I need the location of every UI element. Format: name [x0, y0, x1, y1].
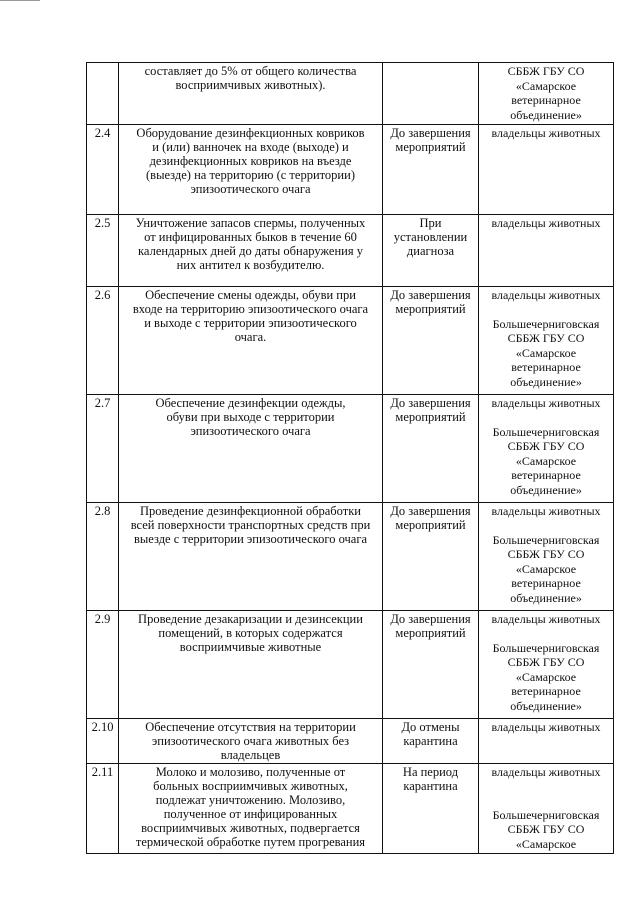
responsible-text-line: владельцы животных	[491, 612, 601, 626]
item-number-cell	[87, 287, 119, 395]
term-cell	[383, 764, 479, 854]
action-cell	[119, 287, 383, 395]
responsible-cell	[479, 764, 614, 854]
item-number-cell	[87, 503, 119, 611]
responsible-text-line: СББЖ ГБУ СО	[507, 547, 585, 561]
term-text-line: При	[419, 216, 442, 230]
term-cell	[383, 719, 479, 764]
responsible-text-line: Большечерниговская	[492, 316, 600, 331]
action-cell	[119, 63, 383, 125]
table-row	[87, 287, 614, 395]
term-cell	[383, 63, 479, 125]
responsible-cell	[479, 611, 614, 719]
item-number-cell	[87, 215, 119, 287]
action-text-line: Проведение дезакаризации и дезинсекции	[138, 612, 363, 626]
responsible-text-line: СББЖ ГБУ СО	[507, 439, 585, 453]
responsible-text-line: «Самарское	[515, 561, 577, 576]
responsible-text-line: СББЖ ГБУ СО	[507, 655, 585, 669]
responsible-text-line: ветеринарное	[511, 684, 581, 698]
action-text-line: (выезде) на территорию (с территории)	[146, 168, 355, 182]
item-number: 2.11	[91, 765, 114, 779]
action-text-line: дезинфекционных ковриков на въезде	[149, 154, 352, 168]
table-row	[87, 503, 614, 611]
action-text-line: Уничтожение запасов спермы, полученных	[135, 216, 366, 230]
responsible-cell	[479, 395, 614, 503]
responsible-text-line	[481, 794, 611, 808]
responsible-cell	[479, 503, 614, 611]
term-cell	[383, 611, 479, 719]
responsible-text-line: ветеринарное	[511, 468, 581, 482]
responsible-text-line	[481, 627, 611, 641]
responsible-text-line: владельцы животных	[491, 765, 601, 779]
responsible-text-line: «Самарское	[515, 78, 577, 93]
responsible-text-line: «Самарское	[515, 836, 577, 851]
action-text-line: выезде с территории эпизоотического очага	[133, 532, 368, 546]
item-number-cell	[87, 125, 119, 215]
responsible-text-line	[481, 780, 611, 794]
responsible-text-line: объединение»	[510, 374, 582, 389]
responsible-text-line: ветеринарное	[511, 360, 581, 374]
responsible-cell	[479, 125, 614, 215]
item-number: 2.6	[94, 288, 111, 302]
table-row	[87, 63, 614, 125]
action-text-line: владельцев	[220, 748, 281, 762]
responsible-text-line: владельцы животных	[491, 126, 601, 140]
item-number-cell	[87, 395, 119, 503]
responsible-cell	[479, 215, 614, 287]
action-text-line: очага.	[234, 330, 267, 344]
term-text-line: мероприятий	[395, 410, 466, 424]
action-text-line: подлежат уничтожению. Молозиво,	[155, 793, 346, 807]
item-number: 2.4	[94, 126, 111, 140]
term-text-line: До завершения	[390, 504, 471, 518]
term-text-line: диагноза	[406, 244, 455, 258]
action-text-line: и выходе с территории эпизоотического	[144, 316, 357, 330]
action-text-line: термической обработке путем прогревания	[135, 835, 366, 849]
action-text-line: Обеспечение смены одежды, обуви при	[145, 288, 356, 302]
action-cell	[119, 125, 383, 215]
term-text-line: мероприятий	[395, 140, 466, 154]
responsible-text-line: владельцы животных	[491, 504, 601, 518]
responsible-text-line: владельцы животных	[491, 216, 601, 230]
action-text-line: Обеспечение дезинфекции одежды,	[155, 396, 346, 410]
responsible-text-line: Большечерниговская	[492, 424, 600, 439]
action-text-line: восприимчивых животных, подвергается	[141, 821, 360, 835]
action-text-line: обуви при выходе с территории	[166, 410, 335, 424]
action-text-line: Проведение дезинфекционной обработки	[140, 504, 361, 518]
responsible-text-line: объединение»	[510, 590, 582, 605]
term-cell	[383, 215, 479, 287]
action-text-line: составляет до 5% от общего количества	[144, 64, 357, 78]
term-cell	[383, 395, 479, 503]
responsible-text-line: объединение»	[510, 107, 582, 122]
responsible-text-line: СББЖ ГБУ СО	[507, 331, 585, 345]
term-text-line: До завершения	[390, 126, 471, 140]
responsible-text-line: СББЖ ГБУ СО	[507, 822, 585, 836]
responsible-cell	[479, 287, 614, 395]
table-row	[87, 764, 614, 854]
responsible-text-line: владельцы животных	[491, 396, 601, 410]
term-text-line: установлении	[393, 230, 468, 244]
action-text-line: и (или) ванночек на входе (выходе) и	[152, 140, 349, 154]
action-text-line: Обеспечение отсутствия на территории	[145, 720, 356, 734]
term-text-line: До завершения	[390, 612, 471, 626]
responsible-text-line: ветеринарное	[511, 93, 581, 107]
action-cell	[119, 395, 383, 503]
action-text-line: всей поверхности транспортных средств при	[130, 518, 371, 532]
item-number: 2.7	[94, 396, 111, 410]
action-text-line: помещений, в которых содержатся	[158, 626, 343, 640]
responsible-text-line: СББЖ ГБУ СО	[507, 64, 585, 78]
responsible-text-line	[481, 519, 611, 533]
scan-edge-mark	[0, 0, 40, 2]
responsible-cell	[479, 719, 614, 764]
responsible-text-line	[481, 303, 611, 317]
action-text-line: Молоко и молозиво, полученные от	[155, 765, 346, 779]
term-cell	[383, 125, 479, 215]
measures-table-body	[87, 63, 614, 854]
term-text-line: На период	[402, 765, 459, 779]
responsible-text-line: Большечерниговская	[492, 532, 600, 547]
action-cell	[119, 503, 383, 611]
table-row	[87, 719, 614, 764]
action-text-line: полученное от инфицированных	[163, 807, 338, 821]
responsible-text-line: владельцы животных	[491, 720, 601, 734]
term-text-line: мероприятий	[395, 518, 466, 532]
action-text-line: эпизоотического очага	[190, 182, 311, 196]
action-cell	[119, 719, 383, 764]
responsible-text-line: Большечерниговская	[492, 640, 600, 655]
action-text-line: Оборудование дезинфекционных ковриков	[136, 126, 365, 140]
item-number-cell	[87, 611, 119, 719]
item-number: 2.10	[91, 720, 114, 734]
action-text-line: эпизоотического очага животных без	[151, 734, 350, 748]
table-row	[87, 215, 614, 287]
action-text-line: входе на территорию эпизоотического очага	[132, 302, 369, 316]
action-text-line: восприимчивых животных).	[175, 78, 326, 92]
table-row	[87, 395, 614, 503]
action-text-line: восприимчивые животные	[179, 640, 322, 654]
term-text-line: мероприятий	[395, 626, 466, 640]
responsible-text-line: «Самарское	[515, 669, 577, 684]
action-text-line: них антител к возбудителю.	[176, 258, 325, 272]
term-cell	[383, 287, 479, 395]
responsible-text-line: объединение»	[510, 698, 582, 713]
action-text-line: от инфицированных быков в течение 60	[144, 230, 357, 244]
responsible-text-line: «Самарское	[515, 345, 577, 360]
action-text-line: эпизоотического очага	[190, 424, 311, 438]
term-text-line: карантина	[403, 734, 458, 748]
item-number-cell	[87, 63, 119, 125]
table-row	[87, 125, 614, 215]
item-number: 2.9	[94, 612, 111, 626]
term-cell	[383, 503, 479, 611]
action-cell	[119, 764, 383, 854]
item-number: 2.5	[94, 216, 111, 230]
item-number-cell	[87, 719, 119, 764]
term-text-line: До завершения	[390, 396, 471, 410]
action-cell	[119, 215, 383, 287]
responsible-cell	[479, 63, 614, 125]
responsible-text-line: объединение»	[510, 482, 582, 497]
responsible-text-line	[481, 411, 611, 425]
term-text-line: мероприятий	[395, 302, 466, 316]
term-text-line: До завершения	[390, 288, 471, 302]
action-text-line: календарных дней до даты обнаружения у	[138, 244, 363, 258]
term-text-line: До отмены	[401, 720, 460, 734]
item-number: 2.8	[94, 504, 111, 518]
responsible-text-line: ветеринарное	[511, 576, 581, 590]
responsible-text-line: «Самарское	[515, 453, 577, 468]
item-number-cell	[87, 764, 119, 854]
action-text-line: больных восприимчивых животных,	[153, 779, 348, 793]
table-row	[87, 611, 614, 719]
responsible-text-line: Большечерниговская	[492, 807, 600, 822]
measures-table	[86, 62, 614, 854]
action-cell	[119, 611, 383, 719]
responsible-text-line: владельцы животных	[491, 288, 601, 302]
term-text-line: карантина	[403, 779, 458, 793]
